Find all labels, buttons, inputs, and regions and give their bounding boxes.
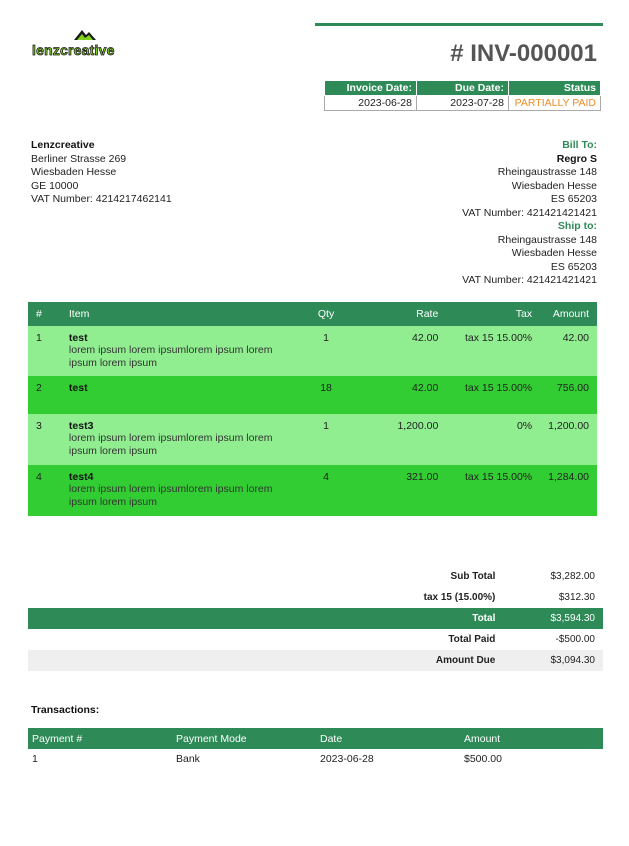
company-logo [32, 28, 132, 60]
due-date-label: Due Date: [417, 81, 509, 96]
row-num: 4 [36, 471, 42, 483]
item-title: test3 [68, 420, 94, 432]
row-item [61, 376, 291, 414]
transactions-table [28, 728, 603, 769]
amount-due-row [28, 650, 603, 671]
bill-postcode: ES 65203 [550, 193, 597, 205]
item-title: test [68, 332, 88, 344]
col-qty: Qty [291, 302, 361, 326]
transactions-header-row [28, 728, 603, 749]
invoice-meta-table [324, 80, 601, 111]
company-vat: VAT Number: 4214217462141 [31, 193, 172, 205]
row-num: 2 [36, 382, 42, 394]
company-postcode: GE 10000 [31, 179, 79, 192]
row-qty: 18 [320, 382, 332, 394]
payment-amount: $500.00 [464, 753, 502, 765]
total-value: $3,594.30 [503, 608, 603, 629]
row-qty: 4 [323, 471, 329, 483]
row-tax: 0% [516, 420, 533, 432]
tax-value: $312.30 [558, 592, 595, 603]
row-tax: tax 15 15.00% [464, 332, 533, 344]
company-name: Lenzcreative [31, 139, 95, 151]
table-row [28, 326, 597, 376]
mountain-icon [74, 28, 96, 40]
row-rate: 321.00 [406, 471, 439, 483]
ship-vat: VAT Number: 421421421421 [462, 274, 597, 286]
row-amount: 1,200.00 [548, 420, 589, 432]
company-street: Berliner Strasse 269 [31, 152, 127, 165]
transactions-title: Transactions: [31, 704, 100, 716]
due-date-value: 2023-07-28 [417, 96, 509, 111]
ship-postcode: ES 65203 [550, 260, 597, 273]
row-rate: 42.00 [412, 382, 439, 394]
item-title: test [68, 382, 88, 394]
row-tax: tax 15 15.00% [464, 471, 533, 483]
item-description: lorem ipsum lorem ipsumlorem ipsum lorem ipsum lorem ipsum [68, 483, 273, 508]
paid-label: Total Paid [448, 634, 496, 645]
items-header-row [28, 302, 597, 326]
col-payment-mode: Payment Mode [172, 728, 316, 749]
col-payment-amount: Amount [460, 728, 603, 749]
payment-number: 1 [32, 753, 38, 765]
row-num: 1 [36, 332, 42, 344]
row-rate: 1,200.00 [397, 420, 439, 432]
row-qty: 1 [323, 332, 329, 344]
row-amount: 756.00 [556, 382, 589, 394]
ship-street: Rheingaustrasse 148 [497, 233, 597, 246]
payment-mode: Bank [176, 753, 200, 765]
status-badge: PARTIALLY PAID [509, 96, 601, 111]
logo-wordmark: lenzcreative [32, 42, 115, 58]
row-item [61, 414, 291, 465]
paid-value: -$500.00 [555, 634, 595, 645]
status-label: Status [509, 81, 601, 96]
item-description: lorem ipsum lorem ipsumlorem ipsum lorem ipsum lorem ipsum [68, 432, 273, 457]
invoice-date-label: Invoice Date: [325, 81, 417, 96]
paid-row [28, 629, 603, 650]
company-address [31, 139, 172, 207]
amount-due-value: $3,094.30 [503, 650, 603, 671]
tax-row [28, 587, 603, 608]
bill-street: Rheingaustrasse 148 [497, 166, 597, 178]
amount-due-label: Amount Due [28, 650, 503, 671]
payment-date: 2023-06-28 [320, 753, 374, 765]
col-payment-number: Payment # [28, 728, 172, 749]
row-tax: tax 15 15.00% [464, 382, 533, 394]
bill-vat: VAT Number: 421421421421 [462, 206, 597, 219]
col-rate: Rate [361, 302, 446, 326]
row-qty: 1 [323, 420, 329, 432]
item-title: test4 [68, 471, 94, 483]
totals-table [28, 566, 603, 671]
table-row [28, 465, 597, 516]
row-amount: 42.00 [562, 332, 589, 344]
table-row [28, 414, 597, 465]
invoice-number: # INV-000001 [450, 40, 597, 67]
company-city: Wiesbaden Hesse [31, 166, 117, 178]
row-item [61, 465, 291, 516]
col-tax: Tax [446, 302, 540, 326]
total-row [28, 608, 603, 629]
row-num: 3 [36, 420, 42, 432]
bill-to-label: Bill To: [562, 139, 597, 151]
col-item: Item [61, 302, 291, 326]
ship-city: Wiesbaden Hesse [511, 247, 597, 259]
client-name: Regro S [556, 152, 597, 165]
total-label: Total [28, 608, 503, 629]
bill-ship-block [462, 139, 597, 288]
col-num: # [28, 302, 61, 326]
header-rule [315, 23, 603, 26]
subtotal-row [28, 566, 603, 587]
row-amount: 1,284.00 [548, 471, 589, 483]
tax-label: tax 15 (15.00%) [423, 592, 496, 603]
invoice-date-value: 2023-06-28 [325, 96, 417, 111]
bill-city: Wiesbaden Hesse [511, 179, 597, 192]
items-table [28, 302, 597, 516]
ship-to-label: Ship to: [557, 220, 597, 232]
row-item [61, 326, 291, 376]
table-row [28, 749, 603, 769]
col-payment-date: Date [316, 728, 460, 749]
row-rate: 42.00 [412, 332, 439, 344]
subtotal-value: $3,282.00 [550, 571, 595, 582]
col-amount: Amount [540, 302, 597, 326]
table-row [28, 376, 597, 414]
item-description: lorem ipsum lorem ipsumlorem ipsum lorem ipsum lorem ipsum [68, 344, 273, 369]
subtotal-label: Sub Total [450, 571, 496, 582]
